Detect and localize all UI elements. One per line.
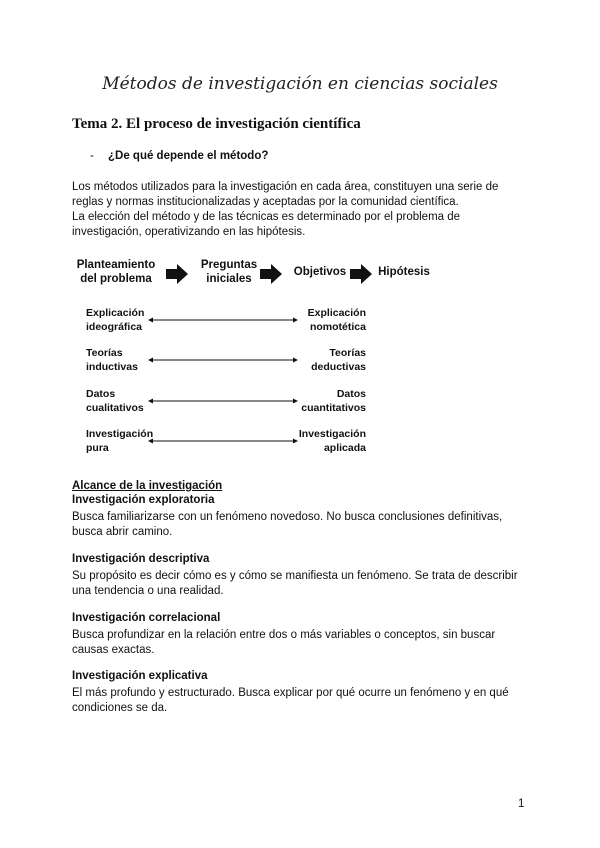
intro-paragraph-1: Los métodos utilizados para la investigación en cada área, constituyen una serie de reglas y normas institucionalizadas y aceptadas por la comunidad científica.	[72, 181, 499, 208]
double-arrow-icon	[148, 315, 298, 325]
pair-right-label: Investigación aplicada	[298, 428, 366, 454]
contrast-pair-investigacion	[86, 427, 366, 457]
alcance-item-title: Investigación exploratoria	[72, 494, 215, 506]
flow-step-label: Hipótesis	[378, 266, 430, 278]
intro-paragraph-2: La elección del método y de las técnicas es determinado por el problema de investigación, operativizando en las hipótesis.	[72, 211, 461, 238]
alcance-item-title: Investigación descriptiva	[72, 553, 210, 565]
arrow-right-icon	[166, 264, 188, 284]
page-number: 1	[518, 798, 525, 810]
question-text: ¿De qué depende el método?	[108, 150, 269, 162]
arrow-right-icon	[350, 264, 372, 284]
alcance-item-title: Investigación explicativa	[72, 670, 208, 682]
double-arrow-icon	[148, 355, 298, 365]
flow-step-label: iniciales	[206, 273, 252, 285]
pair-left-label: Explicación ideográfica	[86, 307, 145, 333]
flow-step-preguntas	[188, 258, 270, 286]
contrast-pair-datos	[86, 387, 366, 417]
flow-step-label: del problema	[80, 273, 152, 285]
pair-right-label: Datos cuantitativos	[301, 388, 366, 414]
flow-step-objetivos	[284, 265, 356, 279]
question-bullet	[90, 150, 268, 162]
document-title: Métodos de investigación en ciencias sociales	[102, 74, 498, 94]
alcance-item-text: Busca profundizar en la relación entre dos o más variables o conceptos, sin buscar causas exactas.	[72, 629, 496, 656]
alcance-item-text: El más profundo y estructurado. Busca explicar por qué ocurre un fenómeno y en qué condiciones se da.	[72, 687, 509, 714]
pair-left-label: Teorías inductivas	[86, 347, 138, 373]
alcance-heading: Alcance de la investigación	[72, 480, 223, 492]
flow-step-label: Preguntas	[200, 259, 258, 271]
flow-step-hipotesis	[372, 265, 436, 279]
pair-right-label: Teorías deductivas	[311, 347, 366, 373]
alcance-item-text: Busca familiarizarse con un fenómeno novedoso. No busca conclusiones definitivas, busca abrir camino.	[72, 511, 503, 538]
flow-step-label: Objetivos	[293, 266, 347, 278]
flow-step-label: Planteamiento	[76, 259, 156, 271]
pair-left-label: Investigación pura	[86, 428, 154, 454]
section-heading-tema: Tema 2. El proceso de investigación científica	[72, 116, 361, 132]
alcance-item-title: Investigación correlacional	[72, 612, 221, 624]
arrow-right-icon	[260, 264, 282, 284]
contrast-pair-explicacion	[86, 306, 366, 336]
flow-step-planteamiento	[66, 258, 166, 286]
double-arrow-icon	[148, 436, 298, 446]
alcance-item-text: Su propósito es decir cómo es y cómo se manifiesta un fenómeno. Se trata de describir una tendencia o una realidad.	[72, 570, 518, 597]
bullet-dash: -	[90, 150, 94, 162]
pair-left-label: Datos cualitativos	[86, 388, 144, 414]
pair-right-label: Explicación nomotética	[307, 307, 366, 333]
double-arrow-icon	[148, 396, 298, 406]
contrast-pair-teorias	[86, 346, 366, 376]
